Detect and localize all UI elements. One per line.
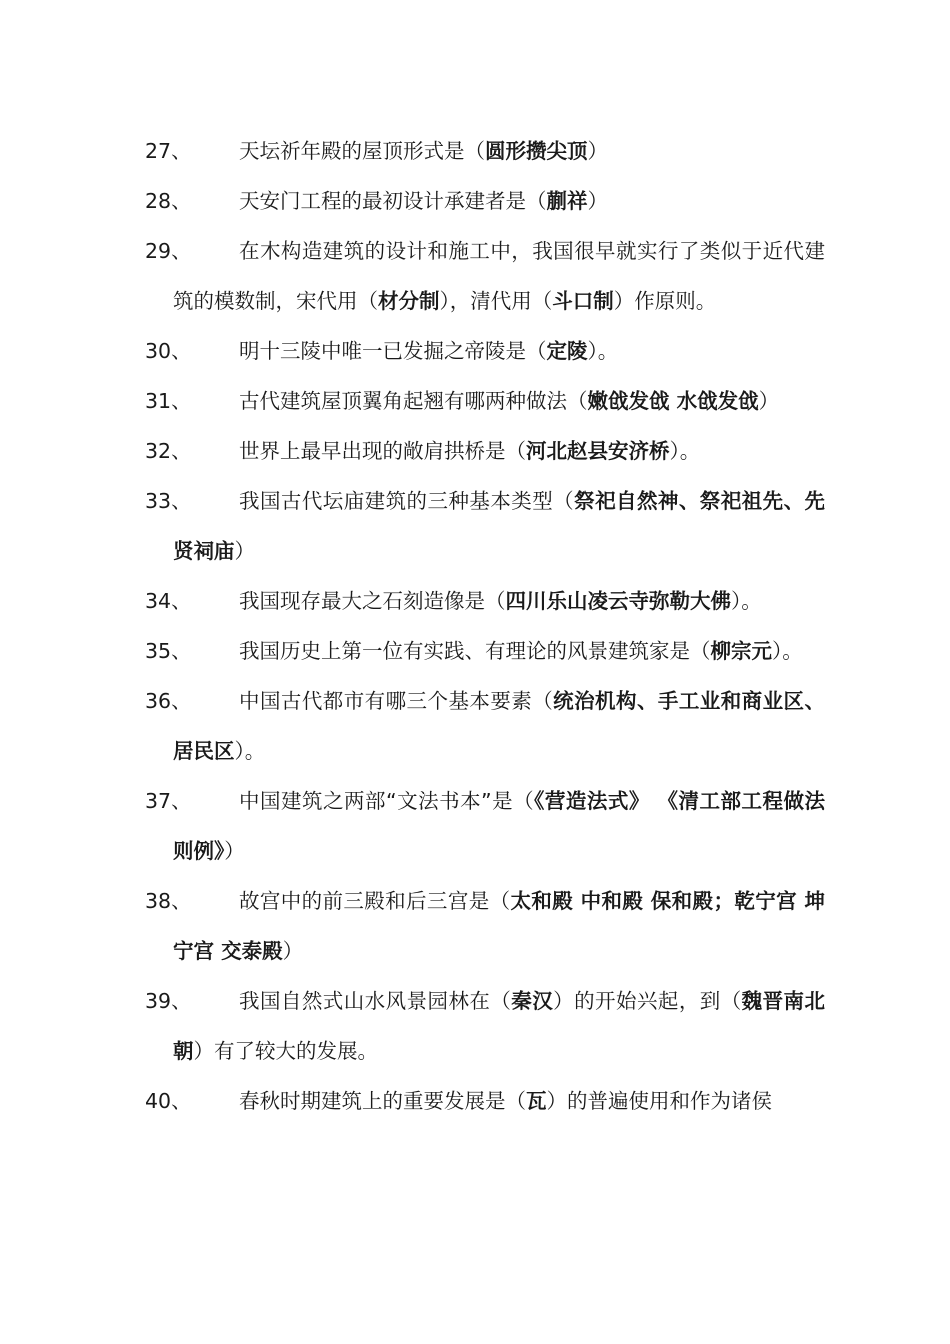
question-text xyxy=(145,226,825,326)
question-number: 36、 xyxy=(145,689,192,713)
question-phrase: 明十三陵中唯一已发掘之帝陵是（ xyxy=(239,339,547,363)
question-phrase: ） xyxy=(758,389,780,413)
question-phrase: 中国古代都市有哪三个基本要素（ xyxy=(239,689,554,713)
question-item xyxy=(145,126,825,176)
question-phrase: ） xyxy=(587,139,608,163)
question-phrase: 春秋时期建筑上的重要发展是（ xyxy=(239,1089,526,1113)
answer-text: 瓦 xyxy=(526,1089,547,1113)
question-phrase: ） xyxy=(587,189,608,213)
question-item xyxy=(145,876,825,976)
question-phrase: 世界上最早出现的敞肩拱桥是（ xyxy=(239,439,526,463)
question-text xyxy=(145,476,825,576)
question-number: 28、 xyxy=(145,189,192,213)
answer-text: 太和殿 中和殿 保和殿；乾宁宫 坤宁宫 交泰殿 xyxy=(173,889,825,963)
question-text xyxy=(145,176,825,226)
question-item xyxy=(145,576,825,626)
question-text xyxy=(145,876,825,976)
question-number: 38、 xyxy=(145,889,192,913)
question-number: 29、 xyxy=(145,239,192,263)
question-phrase: ）作原则。 xyxy=(613,289,717,313)
question-text xyxy=(145,676,825,776)
question-item xyxy=(145,676,825,776)
question-phrase: ）的开始兴起，到（ xyxy=(553,989,742,1013)
question-phrase: ）。 xyxy=(731,589,762,613)
question-number: 40、 xyxy=(145,1089,192,1113)
answer-text: 蒯祥 xyxy=(546,189,588,213)
question-number: 39、 xyxy=(145,989,192,1013)
answer-text: 圆形攒尖顶 xyxy=(485,139,588,163)
question-number: 33、 xyxy=(145,489,192,513)
question-phrase: ） xyxy=(224,839,245,863)
question-number: 27、 xyxy=(145,139,192,163)
question-text xyxy=(145,376,825,426)
question-item xyxy=(145,476,825,576)
answer-text: 统治机构、手工业和商业区、居民区 xyxy=(173,689,826,763)
question-item xyxy=(145,426,825,476)
question-number: 34、 xyxy=(145,589,192,613)
question-number: 30、 xyxy=(145,339,192,363)
question-number: 37、 xyxy=(145,789,192,813)
question-phrase: 天安门工程的最初设计承建者是（ xyxy=(239,189,547,213)
question-phrase: 我国古代坛庙建筑的三种基本类型（ xyxy=(239,489,575,513)
question-phrase: ）有了较大的发展。 xyxy=(193,1039,378,1063)
question-item xyxy=(145,1076,825,1126)
answer-text: 河北赵县安济桥 xyxy=(526,439,670,463)
question-phrase: ）。 xyxy=(234,739,266,763)
question-number: 32、 xyxy=(145,439,192,463)
question-number: 35、 xyxy=(145,639,192,663)
answer-text: 材分制 xyxy=(378,289,440,313)
question-phrase: 古代建筑屋顶翼角起翘有哪两种做法（ xyxy=(239,389,588,413)
answer-text: 柳宗元 xyxy=(710,639,772,663)
question-item xyxy=(145,226,825,326)
question-item xyxy=(145,776,825,876)
question-text xyxy=(145,976,825,1076)
answer-text: 《营造法式》 《清工部工程做法则例》 xyxy=(173,789,825,863)
question-phrase: 天坛祈年殿的屋顶形式是（ xyxy=(239,139,485,163)
question-phrase: ）的普遍使用和作为诸侯 xyxy=(546,1089,772,1113)
question-phrase: 在木构造建筑的设计和施工中，我国很早就实行了类似于近代建筑的模数制，宋代用（ xyxy=(173,239,825,313)
question-phrase: ），清代用（ xyxy=(439,289,553,313)
answer-text: 嫩戗发戗 水戗发戗 xyxy=(587,389,759,413)
answer-text: 斗口制 xyxy=(552,289,614,313)
question-phrase: ）。 xyxy=(772,639,803,663)
answer-text: 魏晋南北朝 xyxy=(173,989,826,1063)
question-phrase: ）。 xyxy=(669,439,701,463)
question-phrase: 我国自然式山水风景园林在（ xyxy=(239,989,512,1013)
question-text xyxy=(145,126,825,176)
answer-text: 四川乐山凌云寺弥勒大佛 xyxy=(505,589,731,613)
question-phrase: 故宫中的前三殿和后三宫是（ xyxy=(239,889,511,913)
question-item xyxy=(145,976,825,1076)
answer-text: 秦汉 xyxy=(511,989,554,1013)
question-text xyxy=(145,326,825,376)
question-phrase: 我国历史上第一位有实践、有理论的风景建筑家是（ xyxy=(239,639,711,663)
question-list xyxy=(145,126,825,1126)
answer-text: 定陵 xyxy=(546,339,588,363)
question-phrase: ）。 xyxy=(587,339,619,363)
question-phrase: ） xyxy=(282,939,304,963)
question-item xyxy=(145,376,825,426)
question-item xyxy=(145,326,825,376)
question-phrase: 我国现存最大之石刻造像是（ xyxy=(239,589,506,613)
question-number: 31、 xyxy=(145,389,192,413)
question-text xyxy=(145,426,825,476)
question-text xyxy=(145,576,825,626)
question-item xyxy=(145,176,825,226)
question-phrase: ） xyxy=(234,539,255,563)
question-text xyxy=(145,776,825,876)
question-text xyxy=(145,626,825,676)
question-phrase: 中国建筑之两部“文法书本”是（ xyxy=(239,789,535,813)
answer-text: 祭祀自然神、祭祀祖先、先贤祠庙 xyxy=(173,489,826,563)
question-item xyxy=(145,626,825,676)
question-text xyxy=(145,1076,825,1126)
